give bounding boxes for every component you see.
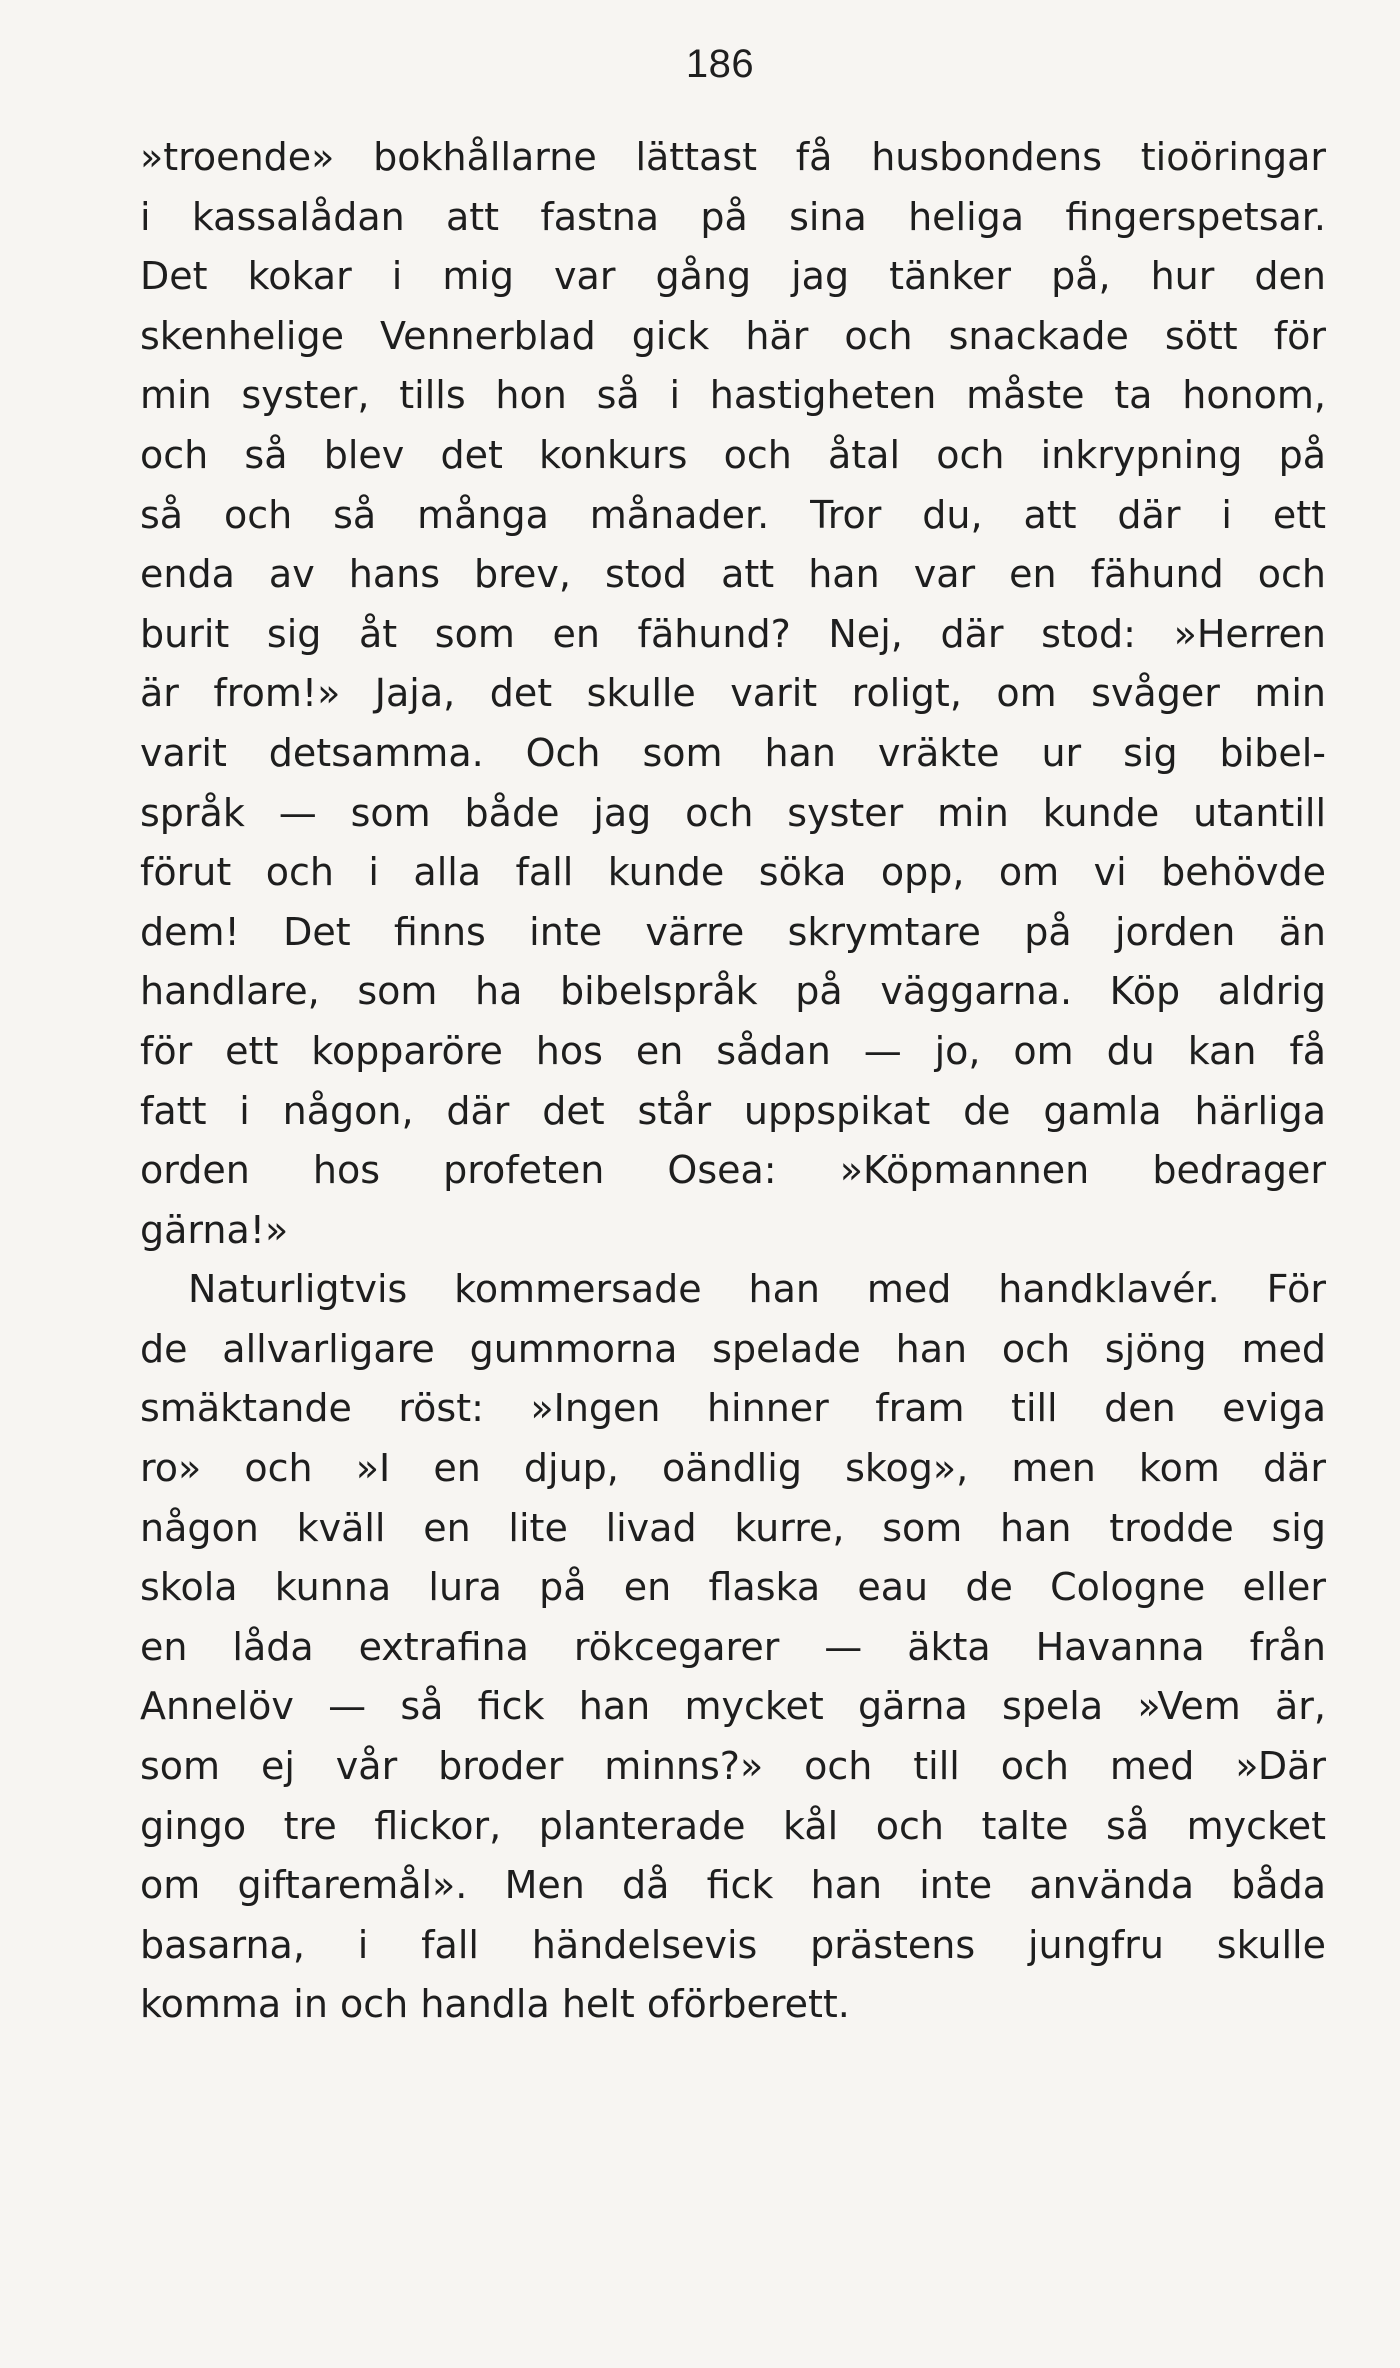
text-line: basarna, i fall händelsevis prästens jungfru skulle (140, 1922, 1326, 1967)
text-line: är from!» Jaja, det skulle varit roligt, om svåger min (140, 671, 1326, 716)
text-line: de allvarligare gummorna spelade han och sjöng med (140, 1326, 1326, 1371)
text-line: en låda extrafina rökcegarer — äkta Havanna från (140, 1624, 1326, 1669)
text-line: orden hos profeten Osea: »Köpmannen bedrager (140, 1148, 1326, 1193)
text-line: min syster, tills hon så i hastigheten måste ta honom, (140, 373, 1326, 418)
text-line: och så blev det konkurs och åtal och inkrypning på (140, 432, 1326, 477)
text-line: språk — som både jag och syster min kunde utantill (140, 790, 1326, 835)
text-line: som ej vår broder minns?» och till och med »Där (140, 1744, 1326, 1789)
text-line: någon kväll en lite livad kurre, som han trodde sig (140, 1505, 1326, 1550)
text-line: förut och i alla fall kunde söka opp, om vi behövde (140, 850, 1326, 895)
text-line: skenhelige Vennerblad gick här och snackade sött för (140, 313, 1326, 358)
text-line: varit detsamma. Och som han vräkte ur sig bibel- (140, 730, 1326, 775)
text-line: »troende» bokhållarne lättast få husbondens tioöringar (140, 135, 1326, 179)
text-line: komma in och handla helt oförberett. (140, 1982, 850, 2027)
text-line: handlare, som ha bibelspråk på väggarna. Köp aldrig (140, 969, 1326, 1014)
text-line: ro» och »I en djup, oändlig skog», men kom där (140, 1446, 1326, 1491)
text-line: så och så många månader. Tror du, att där i ett (140, 492, 1326, 537)
text-line: i kassalådan att fastna på sina heliga fingerspetsar. (140, 194, 1326, 239)
text-line: om giftaremål». Men då fick han inte använda båda (140, 1863, 1326, 1908)
text-line: Det kokar i mig var gång jag tänker på, hur den (140, 254, 1326, 299)
text-line: skola kunna lura på en flaska eau de Cologne eller (140, 1565, 1326, 1610)
text-line: burit sig åt som en fähund? Nej, där stod: »Herren (140, 611, 1326, 656)
text-line: gingo tre flickor, planterade kål och talte så mycket (140, 1803, 1326, 1848)
text-line: fatt i någon, där det står uppspikat de gamla härliga (140, 1088, 1326, 1133)
text-line: för ett kopparöre hos en sådan — jo, om du kan få (140, 1028, 1326, 1073)
text-line: gärna!» (140, 1207, 289, 1252)
text-line: Naturligtvis kommersade han med handklavér. För (188, 1267, 1326, 1312)
text-line: dem! Det finns inte värre skrymtare på jorden än (140, 909, 1326, 954)
text-line: Annelöv — så fick han mycket gärna spela »Vem är, (140, 1684, 1326, 1729)
body-text (140, 128, 1326, 2035)
page-number: 186 (685, 42, 755, 86)
text-line: smäktande röst: »Ingen hinner fram till den eviga (140, 1386, 1326, 1431)
text-line: enda av hans brev, stod att han var en fähund och (140, 552, 1326, 597)
